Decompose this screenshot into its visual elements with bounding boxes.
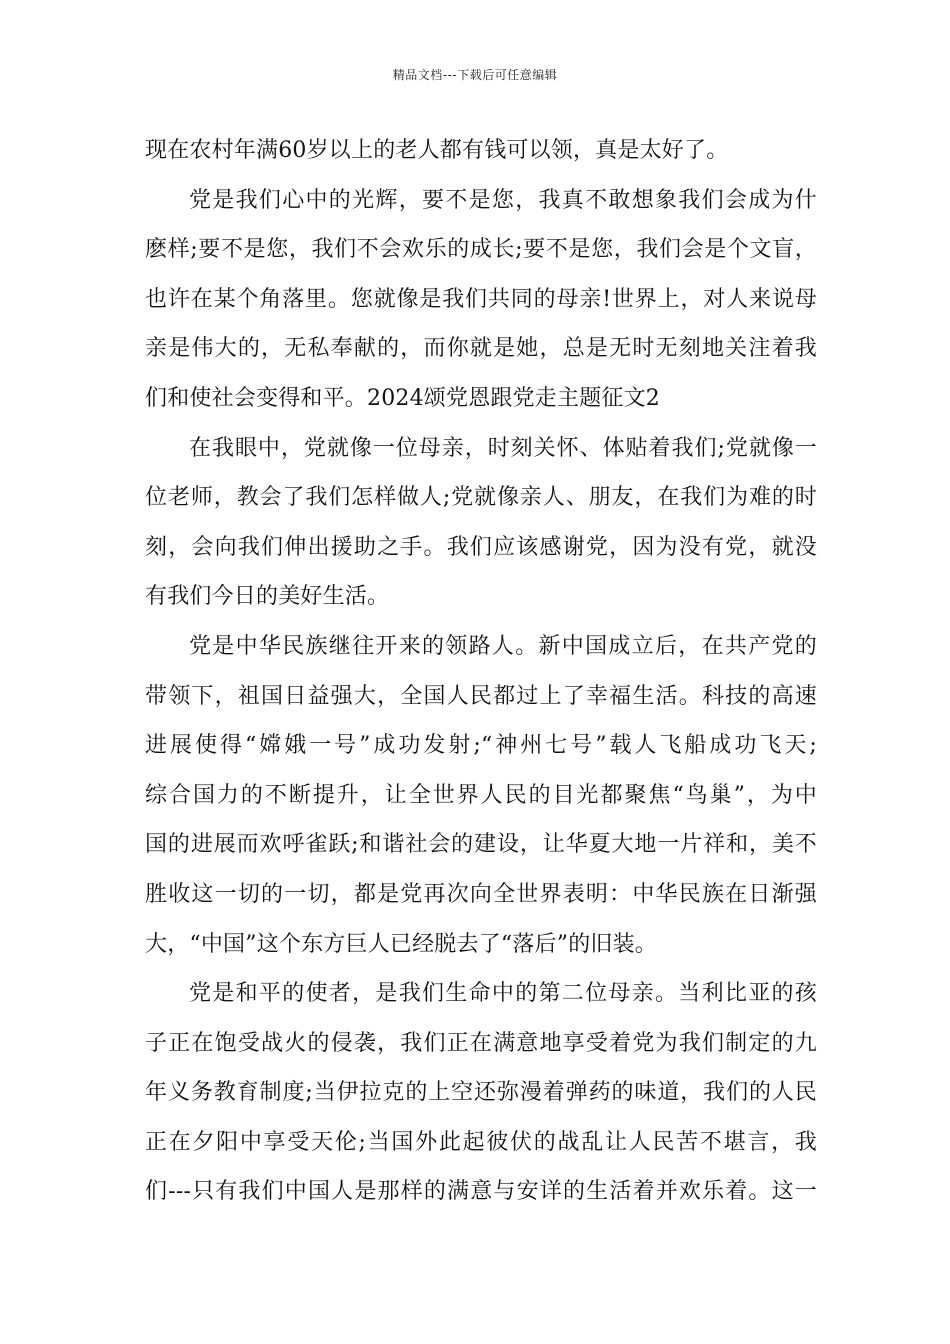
text-line: 们和使社会变得和平。2024颂党恩跟党走主题征文2 (145, 385, 660, 411)
text-line: 党是和平的使者，是我们生命中的第二位母亲。当利比亚的孩 (189, 981, 817, 1007)
text-line: 位老师，教会了我们怎样做人;党就像亲人、朋友，在我们为难的时 (145, 485, 817, 511)
text-line: 大，“中国”这个东方巨人已经脱去了“落后”的旧装。 (145, 931, 657, 957)
text-line: 正在夕阳中享受天伦;当国外此起彼伏的战乱让人民苦不堪言，我 (145, 1129, 817, 1155)
text-line: 党是我们心中的光辉，要不是您，我真不敢想象我们会成为什 (189, 187, 817, 213)
text-line: 子正在饱受战火的侵袭，我们正在满意地享受着党为我们制定的九 (145, 1030, 817, 1056)
text-line: 带领下，祖国日益强大，全国人民都过上了幸福生活。科技的高速 (145, 683, 817, 709)
paragraph (145, 126, 817, 176)
text-line: 在我眼中，党就像一位母亲，时刻关怀、体贴着我们;党就像一 (189, 435, 817, 461)
text-line: 年义务教育制度;当伊拉克的上空还弥漫着弹药的味道，我们的人民 (145, 1080, 817, 1106)
text-line: 国的进展而欢呼雀跃;和谐社会的建设，让华夏大地一片祥和，美不 (145, 832, 817, 858)
text-line: 亲是伟大的，无私奉献的，而你就是她，总是无时无刻地关注着我 (145, 336, 817, 362)
document-body (145, 126, 817, 1217)
text-line: 现在农村年满60岁以上的老人都有钱可以领，真是太好了。 (145, 138, 729, 163)
paragraph (145, 424, 817, 622)
paragraph (145, 969, 817, 1217)
text-line: 进展使得“嫦娥一号”成功发射;“神州七号”载人飞船成功飞天; (145, 733, 817, 759)
text-line: 综合国力的不断提升，让全世界人民的目光都聚焦“鸟巢”，为中 (145, 782, 817, 808)
text-line: 党是中华民族继往开来的领路人。新中国成立后，在共产党的 (189, 633, 817, 659)
text-line: 麽样;要不是您，我们不会欢乐的成长;要不是您，我们会是个文盲， (145, 237, 817, 263)
text-line: 有我们今日的美好生活。 (145, 584, 390, 610)
text-line: 胜收这一切的一切，都是党再次向全世界表明：中华民族在日渐强 (145, 881, 817, 907)
text-line: 也许在某个角落里。您就像是我们共同的母亲!世界上，对人来说母 (145, 286, 817, 312)
page-header: 精品文档---下载后可任意编辑 (392, 68, 558, 82)
paragraph (145, 176, 817, 424)
text-line: 刻，会向我们伸出援助之手。我们应该感谢党，因为没有党，就没 (145, 534, 817, 560)
text-line: 们---只有我们中国人是那样的满意与安详的生活着并欢乐着。这一 (145, 1179, 817, 1205)
paragraph (145, 622, 817, 969)
